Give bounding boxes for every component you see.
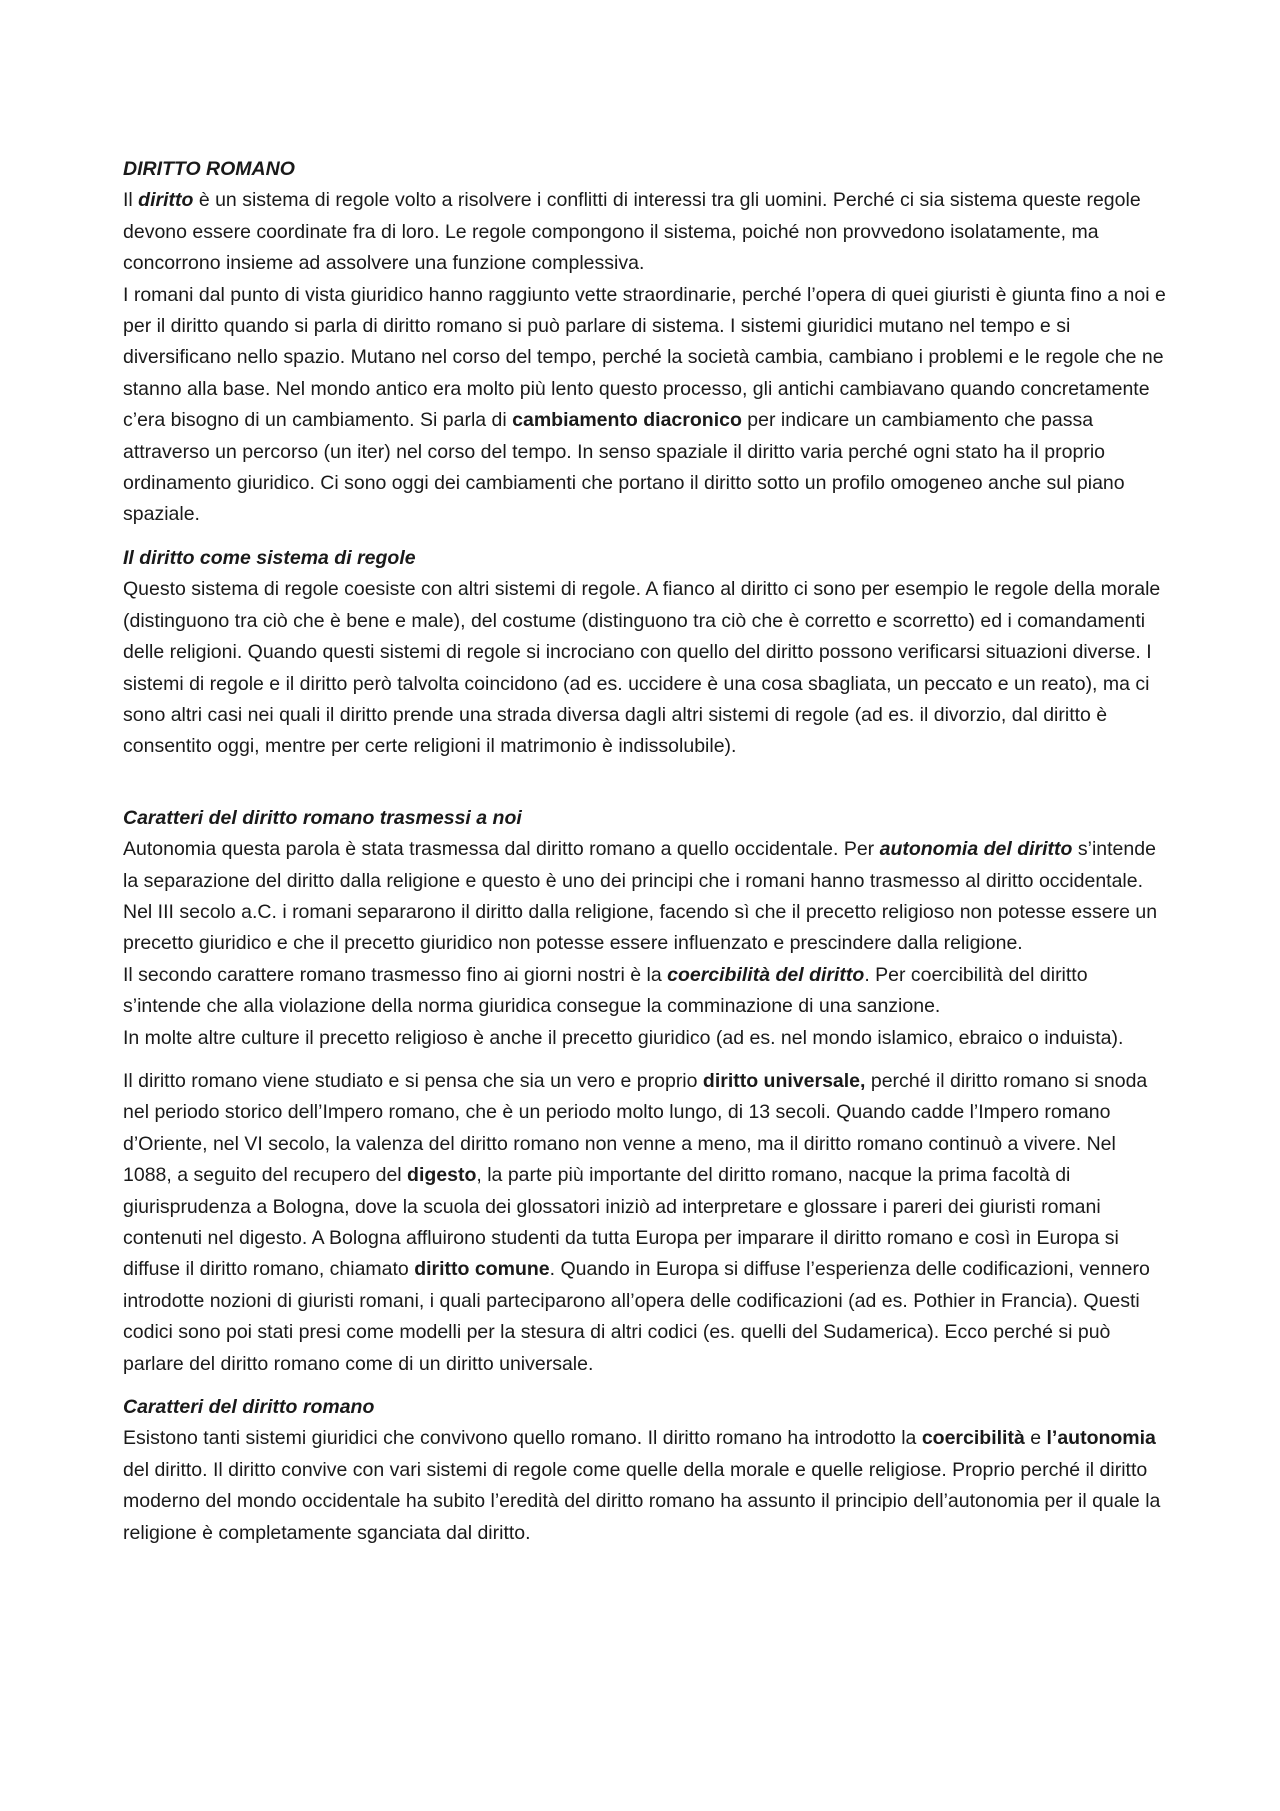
paragraph-text: Esistono tanti sistemi giuridici che convivono quello romano. Il diritto romano ha introdotto la — [123, 1427, 922, 1450]
term-coercibilita-del-diritto: coercibilità del diritto — [667, 963, 865, 986]
paragraph-caratteri — [123, 1423, 1168, 1549]
paragraph-text: Il secondo carattere romano trasmesso fino ai giorni nostri è la — [123, 963, 668, 986]
paragraph-text: Autonomia questa parola è stata trasmessa dal diritto romano a quello occidentale. Per — [123, 838, 880, 861]
paragraph-text: I romani dal punto di vista giuridico hanno raggiunto vette straordinarie, perché l’opera di quei giuristi è giunta fino a noi e per il diritto quando si parla di diritto romano si può parlare di sistema. I sistemi giuridici mutano nel tempo e si diversificano nello spazio. Mutano nel corso del tempo, perché la società cambia, cambiano i problemi e le regole che ne stanno alla base. Nel mondo antico era molto più lento questo processo, gli antichi cambiavano quando concretamente c’era bisogno di un cambiamento. Si parla di — [123, 283, 1166, 432]
intro-term-diritto: diritto — [138, 189, 194, 212]
section-heading-caratteri-trasmessi: Caratteri del diritto romano trasmessi a noi — [123, 806, 522, 829]
paragraph-text: del diritto. Il diritto convive con vari sistemi di regole come quelle della morale e quelle religiose. Proprio perché il diritto moderno del mondo occidentale ha subito l’eredità del diritto romano ha assunto il principio dell’autonomia per il quale la religione è completamente sganciata dal diritto. — [123, 1458, 1161, 1544]
paragraph-text: , la parte più importante del diritto romano, nacque la prima facoltà di giurisprudenza a Bologna, dove la scuola dei glossatori iniziò ad interpretare e glossare i pareri dei giuristi romani contenuti nel digesto. A Bologna affluirono studenti da tutta Europa per imparare il diritto romano e così in Europa si diffuse il diritto romano, chiamato — [123, 1164, 1119, 1281]
paragraph-autonomia — [123, 834, 1168, 960]
paragraph-text: . Per coercibilità del diritto s’intende che alla violazione della norma giuridica consegue la comminazione di una sanzione. — [123, 963, 1088, 1018]
section-heading-sistema-regole: Il diritto come sistema di regole — [123, 546, 416, 569]
paragraph-text: perché il diritto romano si snoda nel periodo storico dell’Impero romano, che è un periodo molto lungo, di 13 secoli. Quando cadde l’Impero romano d’Oriente, nel VI secolo, la valenza del diritto romano non venne a meno, ma il diritto romano continuò a vivere. Nel 1088, a seguito del recupero del — [123, 1069, 1148, 1187]
intro-paragraph — [123, 185, 1168, 279]
intro-text: è un sistema di regole volto a risolvere i conflitti di interessi tra gli uomini. Perché ci sia sistema queste regole devono essere coordinate fra di loro. Le regole compongono il sistema, poiché non provvedono isolatamente, ma concorrono insieme ad assolvere una funzione complessiva. — [123, 189, 1141, 275]
section-heading-caratteri: Caratteri del diritto romano — [123, 1396, 375, 1419]
term-autonomia-del-diritto: autonomia del diritto — [879, 838, 1073, 861]
paragraph-coercibilita — [123, 960, 1168, 1023]
paragraph-altre-culture: In molte altre culture il precetto religioso è anche il precetto giuridico (ad es. nel mondo islamico, ebraico o induista). — [123, 1026, 1124, 1049]
paragraph-diritto-universale — [123, 1066, 1168, 1380]
term-diritto-universale: diritto universale, — [702, 1069, 866, 1092]
paragraph-text: per indicare un cambiamento che passa attraverso un percorso (un iter) nel corso del tempo. In senso spaziale il diritto varia perché ogni stato ha il proprio ordinamento giuridico. Ci sono oggi dei cambiamenti che portano il diritto sotto un profilo omogeneo anche sul piano spaziale. — [123, 409, 1125, 526]
document-title: DIRITTO ROMANO — [123, 158, 295, 180]
paragraph-sistemi-giuridici — [123, 280, 1168, 531]
term-coercibilita: coercibilità — [921, 1427, 1025, 1450]
paragraph-text: . Quando in Europa si diffuse l’esperienza delle codificazioni, vennero introdotte nozioni di giuristi romani, i quali parteciparono all’opera delle codificazioni (ad es. Pothier in Francia). Questi codici sono poi stati presi come modelli per la stesura di altri codici (es. quelli del Sudamerica). Ecco perché si può parlare del diritto romano come di un diritto universale. — [123, 1258, 1150, 1375]
term-diritto-comune: diritto comune — [414, 1258, 550, 1281]
term-autonomia: l’autonomia — [1046, 1427, 1156, 1450]
term-digesto: digesto — [407, 1164, 477, 1187]
paragraph-sistema-regole: Questo sistema di regole coesiste con altri sistemi di regole. A fianco al diritto ci sono per esempio le regole della morale (distinguono tra ciò che è bene e male), del costume (distinguono tra ciò che è corretto e scorretto) ed i comandamenti delle religioni. Quando questi sistemi di regole si incrociano con quello del diritto possono verificarsi situazioni diverse. I sistemi di regole e il diritto però talvolta coincidono (ad es. uccidere è una cosa sbagliata, un peccato e un reato), ma ci sono altri casi nei quali il diritto prende una strada diversa dagli altri sistemi di regole (ad es. il divorzio, dal diritto è consentito oggi, mentre per certe religioni il matrimonio è indissolubile). — [123, 578, 1161, 758]
paragraph-text: s’intende la separazione del diritto dalla religione e questo è uno dei principi che i romani hanno trasmesso al diritto occidentale. Nel III secolo a.C. i romani separarono il diritto dalla religione, facendo sì che il precetto religioso non potesse essere un precetto giuridico e che il precetto giuridico non potesse essere influenzato e prescindere dalla religione. — [123, 838, 1158, 955]
document-page — [123, 154, 1168, 1549]
paragraph-text: Il diritto romano viene studiato e si pensa che sia un vero e proprio — [123, 1069, 703, 1092]
paragraph-text: e — [1024, 1427, 1047, 1450]
intro-text: Il — [123, 189, 139, 212]
term-cambiamento-diacronico: cambiamento diacronico — [512, 409, 742, 432]
